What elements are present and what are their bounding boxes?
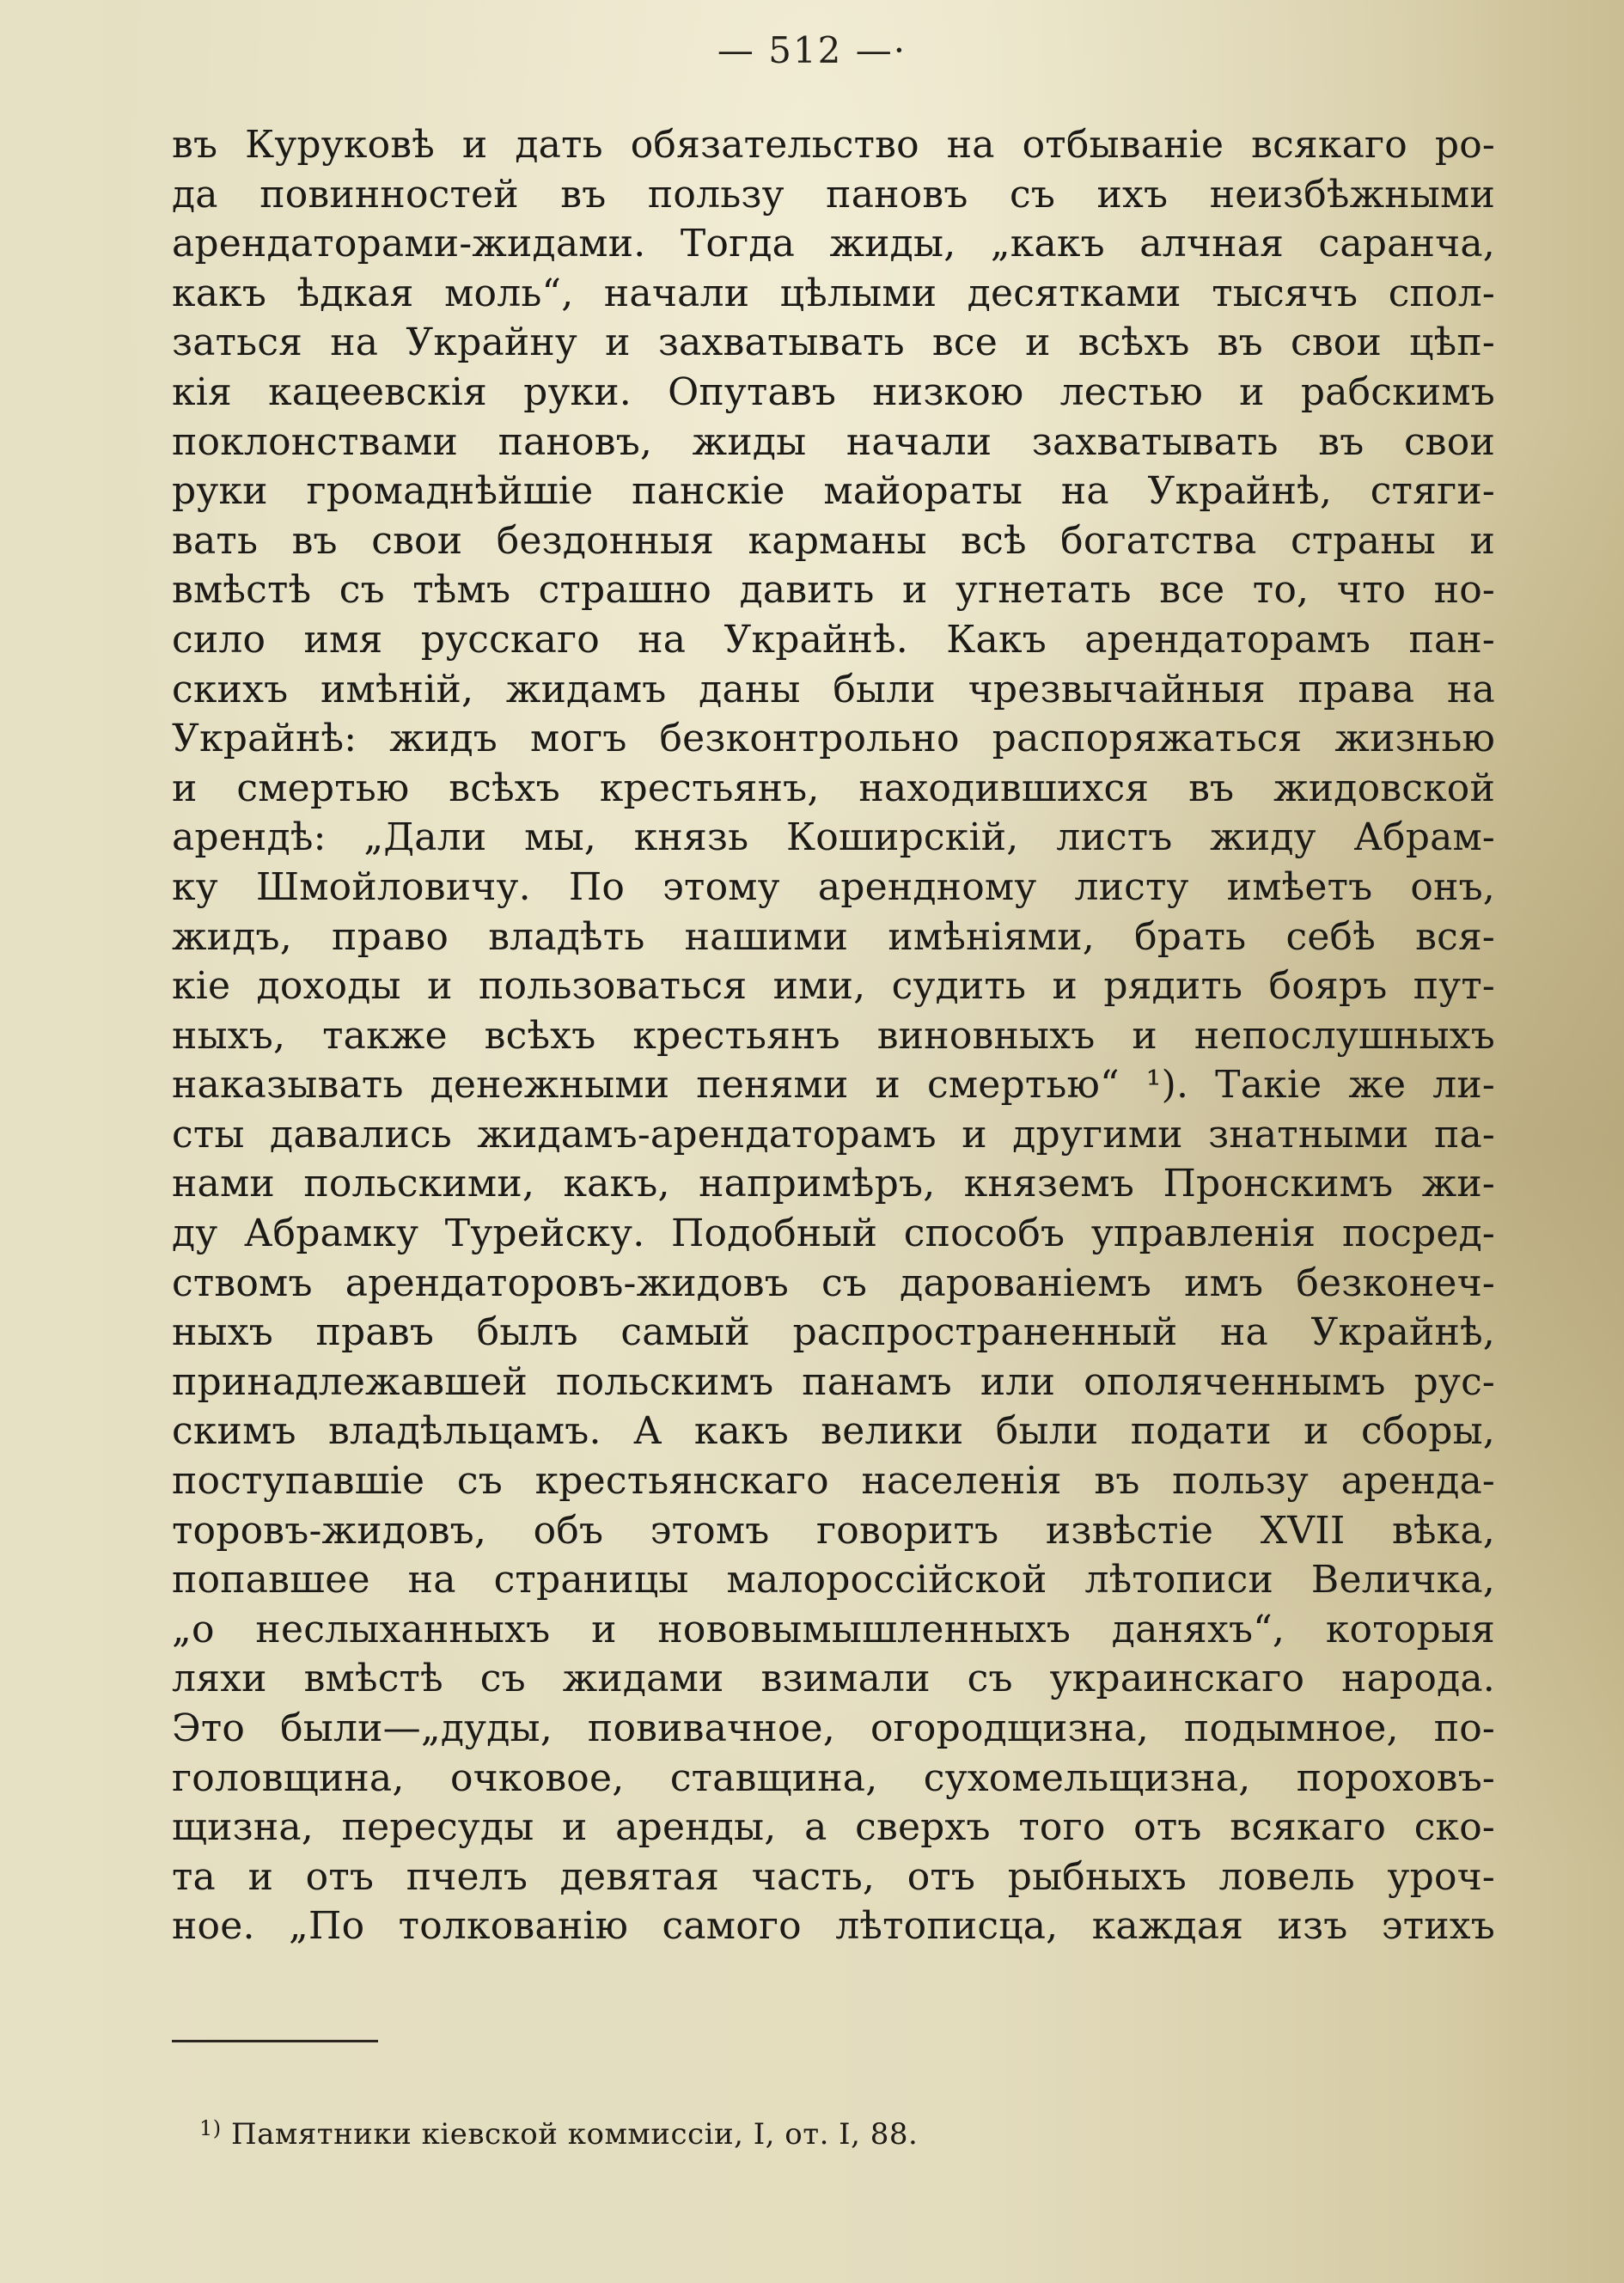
text-line: ду Абрамку Турейску. Подобный способъ управленія посред- xyxy=(172,1212,1495,1256)
body-text xyxy=(172,120,1495,1951)
text-line: скихъ имѣній, жидамъ даны были чрезвычайныя права на xyxy=(172,667,1495,711)
text-line: руки громаднѣйшіе панскіе майораты на Украйнѣ, стяги- xyxy=(172,469,1495,514)
text-line: поступавшіе съ крестьянскаго населенія въ пользу аренда- xyxy=(172,1459,1495,1504)
text-line: наказывать денежными пенями и смертью“ ¹). Такіе же ли- xyxy=(172,1063,1495,1108)
text-line: заться на Украйну и захватывать все и всѣхъ въ свои цѣп- xyxy=(172,320,1495,365)
text-line: вать въ свои бездонныя карманы всѣ богатства страны и xyxy=(172,518,1495,563)
page-number: — 512 —· xyxy=(717,29,907,71)
text-line: вмѣстѣ съ тѣмъ страшно давить и угнетать все то, что но- xyxy=(172,568,1495,613)
text-line: нами польскими, какъ, напримѣръ, княземъ Пронскимъ жи- xyxy=(172,1162,1495,1206)
text-line: Украйнѣ: жидъ могъ безконтрольно распоряжаться жизнью xyxy=(172,717,1495,761)
text-line: Это были—„дуды, повивачное, огородщизна, подымное, по- xyxy=(172,1706,1495,1750)
text-line: та и отъ пчелъ девятая часть, отъ рыбныхъ ловель уроч- xyxy=(172,1854,1495,1899)
text-line: ное. „По толкованію самого лѣтописца, каждая изъ этихъ xyxy=(172,1904,1495,1949)
footnote-rule xyxy=(172,2040,378,2042)
text-line: въ Куруковѣ и дать обязательство на отбываніе всякаго ро- xyxy=(172,123,1495,167)
text-line: арендѣ: „Дали мы, князь Коширскій, листъ жиду Абрам- xyxy=(172,815,1495,860)
text-line: арендаторами-жидами. Тогда жиды, „какъ алчная саранча, xyxy=(172,222,1495,266)
footnote-text: Памятники кіевской коммиссіи, I, от. I, 88. xyxy=(230,2117,919,2152)
text-line: ныхъ, также всѣхъ крестьянъ виновныхъ и непослушныхъ xyxy=(172,1013,1495,1058)
text-line: кія кацеевскія руки. Опутавъ низкою лестью и рабскимъ xyxy=(172,369,1495,414)
text-line: принадлежавшей польскимъ панамъ или ополяченнымъ рус- xyxy=(172,1359,1495,1404)
text-line: ствомъ арендаторовъ-жидовъ съ дарованіемъ имъ безконеч- xyxy=(172,1261,1495,1305)
text-line: скимъ владѣльцамъ. А какъ велики были подати и сборы, xyxy=(172,1409,1495,1454)
text-line: головщина, очковое, ставщина, сухомельщизна, пороховъ- xyxy=(172,1755,1495,1800)
text-line: ныхъ правъ былъ самый распространенный на Украйнѣ, xyxy=(172,1310,1495,1355)
text-line: поклонствами пановъ, жиды начали захватывать въ свои xyxy=(172,419,1495,464)
text-line: сты давались жидамъ-арендаторамъ и другими знатными па- xyxy=(172,1112,1495,1157)
text-line: „о неслыханныхъ и нововымышленныхъ даняхъ“, которыя xyxy=(172,1607,1495,1651)
text-line: жидъ, право владѣть нашими имѣніями, брать себѣ вся- xyxy=(172,914,1495,959)
footnote-marker: 1) xyxy=(199,2116,222,2140)
text-line: какъ ѣдкая моль“, начали цѣлыми десятками тысячъ спол- xyxy=(172,271,1495,315)
text-line: попавшее на страницы малороссійской лѣтописи Величка, xyxy=(172,1558,1495,1602)
text-line: ку Шмойловичу. По этому арендному листу имѣетъ онъ, xyxy=(172,864,1495,909)
text-line: да повинностей въ пользу пановъ съ ихъ неизбѣжными xyxy=(172,172,1495,217)
footnote xyxy=(199,2109,918,2153)
text-line: щизна, пересуды и аренды, а сверхъ того отъ всякаго ско- xyxy=(172,1805,1495,1850)
text-line: ляхи вмѣстѣ съ жидами взимали съ украинскаго народа. xyxy=(172,1657,1495,1701)
text-line: и смертью всѣхъ крестьянъ, находившихся въ жидовской xyxy=(172,766,1495,810)
text-line: сило имя русскаго на Украйнѣ. Какъ арендаторамъ пан- xyxy=(172,617,1495,662)
text-line: кіе доходы и пользоваться ими, судить и рядить бояръ пут- xyxy=(172,964,1495,1009)
text-line: торовъ-жидовъ, объ этомъ говоритъ извѣстіе XVII вѣка, xyxy=(172,1508,1495,1553)
